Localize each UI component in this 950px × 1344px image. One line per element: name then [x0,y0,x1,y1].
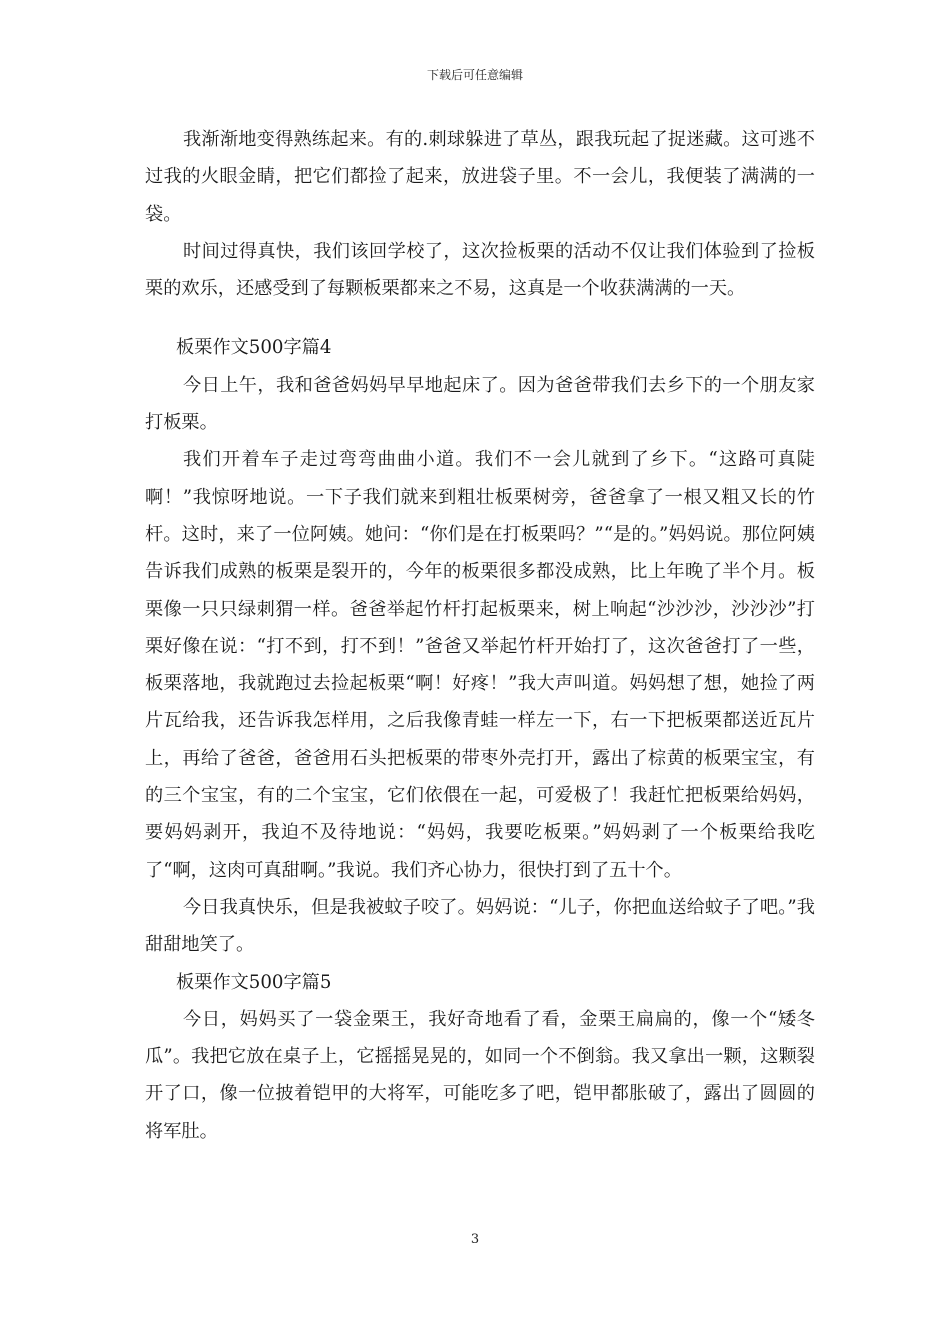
paragraph: 我们开着车子走过弯弯曲曲小道。我们不一会儿就到了乡下。“这路可真陡啊！”我惊呀地说。一下子我们就来到粗壮板栗树旁，爸爸拿了一根又粗又长的竹杆。这时，来了一位阿姨。她问：“你们是在打板栗吗？”“是的。”妈妈说。那位阿姨告诉我们成熟的板栗是裂开的，今年的板栗很多都没成熟，比上年晚了半个月。板栗像一只只绿刺猬一样。爸爸举起竹杆打起板栗来，树上响起“沙沙沙，沙沙沙”打栗好像在说：“打不到，打不到！”爸爸又举起竹杆开始打了，这次爸爸打了一些，板栗落地，我就跑过去捡起板栗“啊！好疼！”我大声叫道。妈妈想了想，她捡了两片瓦给我，还告诉我怎样用，之后我像青蛙一样左一下，右一下把板栗都送近瓦片上，再给了爸爸，爸爸用石头把板栗的带枣外壳打开，露出了棕黄的板栗宝宝，有的三个宝宝，有的二个宝宝，它们依偎在一起，可爱极了！我赶忙把板栗给妈妈，要妈妈剥开，我迫不及待地说：“妈妈，我要吃板栗。”妈妈剥了一个板栗给我吃了“啊，这肉可真甜啊。”我说。我们齐心协力，很快打到了五十个。 [145,449,815,881]
section-heading: 板栗作文500字篇4 [176,337,332,359]
paragraph: 今日上午，我和爸爸妈妈早早地起床了。因为爸爸带我们去乡下的一个朋友家打板栗。 [145,374,815,434]
page-header: 下载后可任意编辑 [426,68,523,82]
section-heading: 板栗作文500字篇5 [176,971,332,993]
page-number: 3 [470,1232,480,1247]
document-body [145,121,815,1150]
paragraph: 我渐渐地变得熟练起来。有的.刺球躲进了草丛，跟我玩起了捉迷藏。这可逃不过我的火眼金睛，把它们都捡了起来，放进袋子里。不一会儿，我便装了满满的一袋。 [145,129,815,225]
paragraph: 今日，妈妈买了一袋金栗王，我好奇地看了看，金栗王扁扁的，像一个“矮冬瓜”。我把它放在桌子上，它摇摇晃晃的，如同一个不倒翁。我又拿出一颗，这颗裂开了口，像一位披着铠甲的大将军，可能吃多了吧，铠甲都胀破了，露出了圆圆的将军肚。 [145,1008,815,1142]
section-gap [145,307,815,329]
paragraph: 今日我真快乐，但是我被蚊子咬了。妈妈说：“儿子，你把血送给蚊子了吧。”我甜甜地笑了。 [145,896,815,956]
paragraph: 时间过得真快，我们该回学校了，这次捡板栗的活动不仅让我们体验到了捡板栗的欢乐，还感受到了每颗板栗都来之不易，这真是一个收获满满的一天。 [145,240,815,300]
